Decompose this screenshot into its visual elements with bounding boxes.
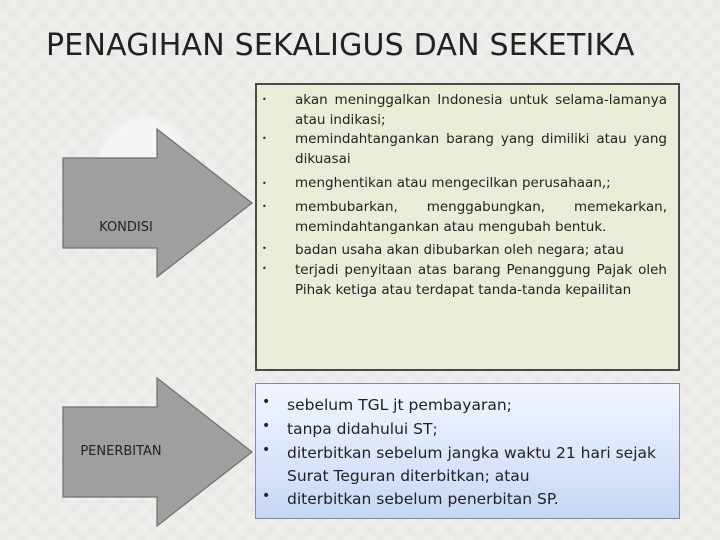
bullet: • (262, 394, 271, 410)
kondisi-item-text: membubarkan, menggabungkan, memekarkan, memindahtangankan atau mengubah bentuk. (295, 199, 667, 235)
penerbitan-arrow (62, 377, 254, 527)
bullet: • (262, 488, 271, 504)
kondisi-label: KONDISI (99, 220, 153, 235)
bullet: • (262, 264, 267, 273)
bullet: • (262, 179, 267, 188)
penerbitan-item-text: tanpa didahului ST; (287, 420, 438, 438)
penerbitan-item-text: diterbitkan sebelum penerbitan SP. (287, 490, 559, 508)
bullet: • (262, 95, 267, 104)
kondisi-item-text: memindahtangankan barang yang dimiliki atau yang dikuasai (295, 131, 667, 167)
penerbitan-label: PENERBITAN (80, 444, 162, 459)
kondisi-item-text: terjadi penyitaan atas barang Penanggung Pajak oleh Pihak ketiga atau terdapat tanda-tanda kepailitan (295, 262, 667, 298)
penerbitan-box (255, 383, 680, 519)
arrow-right-shape (62, 128, 254, 278)
bullet: • (262, 202, 267, 211)
kondisi-box (255, 83, 680, 371)
bullet: • (262, 418, 271, 434)
bullet: • (262, 244, 267, 253)
slide-title: PENAGIHAN SEKALIGUS DAN SEKETIKA (46, 28, 635, 63)
kondisi-item-text: badan usaha akan dibubarkan oleh negara; atau (295, 242, 624, 258)
kondisi-arrow (62, 128, 254, 278)
penerbitan-item-text: diterbitkan sebelum jangka waktu 21 hari sejak Surat Teguran diterbitkan; atau (287, 444, 656, 485)
penerbitan-item-text: sebelum TGL jt pembayaran; (287, 396, 512, 414)
kondisi-item-text: akan meninggalkan Indonesia untuk selama-lamanya atau indikasi; (295, 92, 667, 128)
bullet: • (262, 134, 267, 143)
kondisi-item-text: menghentikan atau mengecilkan perusahaan,; (295, 175, 611, 191)
bullet: • (262, 442, 271, 458)
